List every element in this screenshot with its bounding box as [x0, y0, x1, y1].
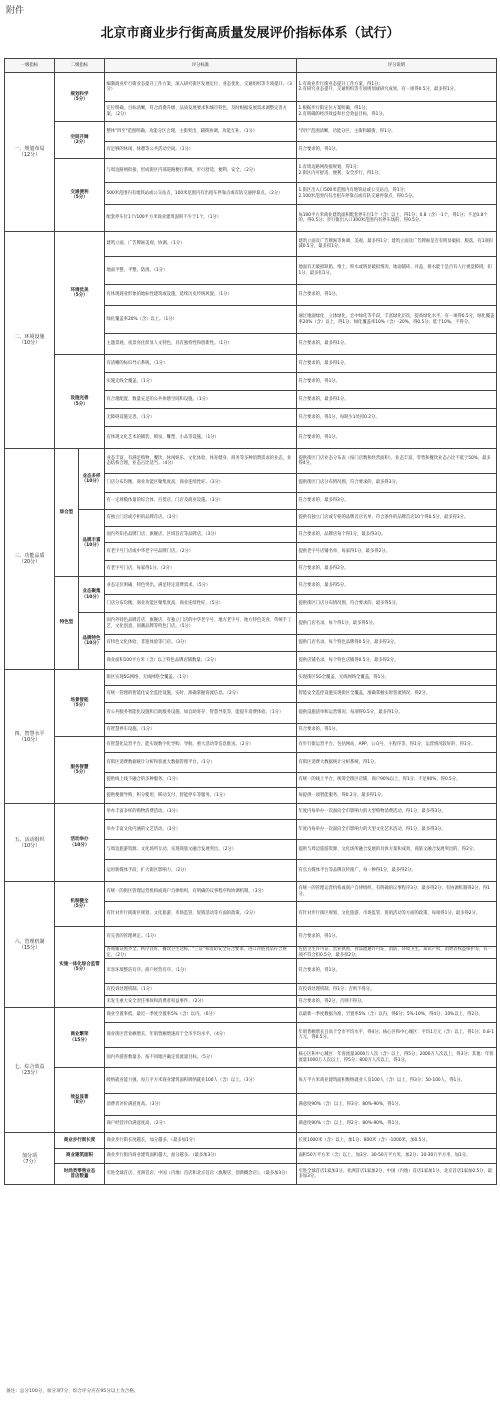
scoring-standard: 有清晰的标识导示系统。（1分）: [105, 355, 297, 373]
table-row: [5, 73, 497, 102]
scoring-standard: 有统一的街区管理运营机构或商户自律组织，有明确的议事程序和协调机制。（3分）: [105, 882, 297, 902]
scoring-explanation: 符合要求的，得1分，每缺少1处扣0.2分。: [297, 409, 497, 427]
scoring-standard: 举办丰富多样的购物消费活动。（3分）: [105, 804, 297, 820]
sub-indicator: 品牌特色 （10分）: [79, 613, 105, 670]
scoring-standard: 未发生重大安全责任事故和消费者权益事件。（2分）: [105, 996, 297, 1008]
table-row: [5, 510, 497, 527]
level2-indicator: 效益显著 （8分）: [55, 1068, 105, 1133]
level1-indicator: 二、环境设施 （10分）: [5, 232, 55, 449]
scoring-standard: 无障碍设施完善。（1分）: [105, 409, 297, 427]
scoring-explanation: 提供街区门店分布情况图，符合要求的，最多得3分。: [297, 474, 497, 493]
scoring-standard: 业态定位明确，特色突出，满足特定消费需求。（5分）: [105, 577, 297, 595]
level1-indicator: 加分项 （7分）: [5, 1133, 55, 1185]
scoring-standard: 提供便捷导购、积分使用、移动支付、智能停车等服务。（1分）: [105, 788, 297, 804]
scoring-explanation: 智能安全监控设施实现街区全覆盖，准确掌握实时客流情况，得2分。: [297, 686, 497, 703]
scoring-explanation: 提供设施清单和运营情况，每项得0.5分，最多得1分。: [297, 703, 497, 724]
table-row: [5, 1149, 497, 1164]
table-row: [5, 670, 497, 686]
annex-label: 附件: [6, 6, 25, 16]
level2-indicator: 时尚类零售业态 首店数量: [55, 1164, 105, 1185]
level2-indicator: 活动举办 （10分）: [55, 804, 105, 882]
level2-indicator: 设施完善 （5分）: [55, 355, 105, 449]
table-row: [5, 882, 497, 902]
level2-indicator: 场景智能 （5分）: [55, 670, 105, 737]
scoring-explanation: 地面有无破损缺陷、堆土、积水或明显破损情况，地面铺砖、井盖、排水能于是否有人行视觉障碍，扣1分，最多扣1分。: [297, 257, 497, 285]
scoring-explanation: 包括卫生许可证、营业执照、食品流通许可证、消防、环境卫生、知识产权、消费者权益保护等，有一项不符合扣0.5分，最多扣2分。: [297, 947, 497, 959]
scoring-standard: 有体现商业形象的地标性建筑或设施，延续历史传统风貌。（1分）: [105, 285, 297, 306]
scoring-standard: 商业面积100平方米（含）以上特色品牌店铺数量。（2分）: [105, 652, 297, 670]
table-body: [5, 73, 497, 1185]
level1-indicator: 一、规划布局 （12分）: [5, 73, 55, 232]
level2-indicator: 综合型: [55, 449, 79, 577]
scoring-explanation: 符合要求的，得2分，否则不得分。: [297, 996, 497, 1008]
scoring-standard: 吸纳就业能力强，每万平方米商业建筑面积吸纳就业100人（含）以上。（3分）: [105, 1068, 297, 1094]
scoring-standard: 国内外特色品牌首店、旗舰店，有独立门店的中华老字号、地方老字号、地方特色美食、传统手工艺、文化创意、国潮品牌等特色门店。（5分）: [105, 613, 297, 635]
scoring-standard: 商户经营评价满意度高。（2分）: [105, 1116, 297, 1133]
table-row: [5, 1164, 497, 1185]
scoring-standard: 有公共服务智能化设施和自助服务设施，如自助寄存、智慧导览等，能提升消费体验。（1分）: [105, 703, 297, 724]
scoring-explanation: 有官方媒体平台等品牌宣传推广，每一种得1分，最多得2分。: [297, 860, 497, 882]
scoring-standard: 有针对步行街街区规划、文化旅游、市场监管、促销活动等方面的政策。（2分）: [105, 902, 297, 927]
level1-indicator: 四、智慧水平 （10分）: [5, 670, 55, 804]
scoring-explanation: 每提供一项智能服务，得0.2分，最多得1分。: [297, 788, 497, 804]
scoring-standard: 有一定规模体量的综合体、百货店、门店及商业设施。（3分）: [105, 493, 297, 510]
scoring-explanation: 符合要求的，最多得2分。: [297, 561, 497, 577]
scoring-explanation: 提供街区门店分布情况图，符合要求的，最多得5分。: [297, 595, 497, 613]
scoring-explanation: 每万平方米商业建筑面积吸纳就业人员100人（含）以上，得3分；50-100人，得1分。: [297, 1068, 497, 1094]
scoring-explanation: 有统一的线上平台，统筹全街区店铺，商户90%以上，得1分；不足90%，得0.5分。: [297, 773, 497, 788]
scoring-explanation: 满意度90%（含）以上，得2分；80%-90%，得1分。: [297, 1116, 497, 1133]
level2-indicator: 交通便利 （5分）: [55, 159, 105, 232]
sub-indicator: 业态多样 （10分）: [79, 449, 105, 510]
header-standard: 评分标准: [105, 59, 297, 73]
scoring-explanation: 提供有独立门店或专柜的品牌首店名单，符合条件的品牌首店10个得0.5分，最多得3分。: [297, 510, 497, 527]
header-level1: 一级指标: [5, 59, 55, 73]
table-row: [5, 737, 497, 753]
scoring-explanation: 符合要求的，最多得1分。: [297, 391, 497, 409]
scoring-standard: 有老字号门店，每家得1分。（2分）: [105, 561, 297, 577]
scoring-standard: 市容环境整洁有序，商户经营有序。（1分）: [105, 959, 297, 984]
scoring-explanation: 每100平方米商业建筑面积配套停车位1个（含）以上，得1分；0.8（含）-1个，得1分；不足0.8个的，得0.5分；步行街出入口300米范围内有停车场的，得0.5分。: [297, 205, 497, 232]
level2-indicator: 规划科学 （5分）: [55, 73, 105, 122]
level2-indicator: 机制健全 （5分）: [55, 882, 105, 927]
scoring-explanation: 有统一的管理运营机构或商户自律组织，有明确的议事程序3分，最多得2分；有协调机制得2分，得1分。: [297, 882, 497, 902]
level2-indicator: 实施一体化综合监管 （5分）: [55, 927, 105, 1008]
scoring-standard: 商业步行街长度越长，加分越多。（最多加1分）: [105, 1133, 297, 1149]
scoring-standard: 有完善的管理规定。（1分）: [105, 927, 297, 947]
scoring-standard: 街区实现5G网络、无线网络全覆盖。（1分）: [105, 670, 297, 686]
scoring-standard: 有老字号门店或中华老字号品牌门店。（2分）: [105, 543, 297, 561]
scoring-explanation: 提供街区门店业态分布表（按门店数和经营面积），业态丰富，零售和餐饮业态占比不低于50%，最多得4分。: [297, 449, 497, 474]
scoring-explanation: 建筑立面及广告牌匾等协调、美观，最多得1分；建筑立面及广告牌匾是否有明显破损、脱落，有1项扣减0.5分，最多扣1分。: [297, 232, 497, 257]
table-row: [5, 1008, 497, 1023]
scoring-standard: 定位明确，目标清晰，符合消费升级、品质发展要求和城市特色，及时根据发展需求调整完善方案。（2分）: [105, 102, 297, 122]
scoring-standard: 国内外游客数量多，按不同地区确定客流量目标。（5分）: [105, 1048, 297, 1068]
scoring-explanation: 符合要求的，得1分。: [297, 142, 497, 159]
scoring-explanation: 1.有商业步行街业态提升工作方案，得1分； 2.有研究业态提升、交通组织等专项规划或研究成果，有一项得0.5分，最多得1分。: [297, 73, 497, 102]
scoring-standard: 有投诉处理机制。（1分）: [105, 984, 297, 996]
scoring-explanation: 1.有周边路网衔接规划，得1分； 2.街区内可舒适、便利、安全步行，得1分。: [297, 159, 497, 183]
scoring-standard: 建筑立面、广告牌匾美观、协调。（1分）: [105, 232, 297, 257]
scoring-explanation: 面积50万平方米（含）以上，加3分；30-50万平方米，加2分；10-30万平方米，加1分。: [297, 1149, 497, 1164]
scoring-standard: 有智慧化运营平台，能实现数字化导购、导航、重大活动等信息推送。（2分）: [105, 737, 297, 753]
table-row: [5, 927, 497, 947]
scoring-explanation: 符合要求的，最多得5分。: [297, 577, 497, 595]
header-level2: 二级指标: [55, 59, 105, 73]
scoring-explanation: 年销售额增长且高于全市平均水平，得4分；核心区和中心城区：平均1万元（含）以上，得1分；0.8-1万元，得0.5分。: [297, 1023, 497, 1048]
level2-indicator: 商业繁荣 （15分）: [55, 1008, 105, 1068]
scoring-standard: 有特色文化体验、非遗体验等门店。（3分）: [105, 635, 297, 652]
scoring-standard: 门店分布均衡，商业功能区聚集度高，商业连续性好。（5分）: [105, 595, 297, 613]
scoring-explanation: 1.街区出入口500米范围内有地铁站或公交站点，得1分； 2.100米范围内有出租车停靠点或有轨交通停靠点，得0.5分。: [297, 183, 497, 205]
scoring-standard: 有街区消费数据统计分析和客流大数据管理平台。（1分）: [105, 753, 297, 773]
scoring-explanation: 符合要求的，得1分。: [297, 959, 497, 984]
table-row: [5, 1068, 497, 1094]
scoring-explanation: 符合要求的，得1分。: [297, 927, 497, 947]
scoring-explanation: 提供与周边旅游资源、文化场所融合发展的具体方案和成效，商旅文融合发展突出的，得2分。: [297, 840, 497, 860]
scoring-standard: 与周边旅游资源、文化场所互动，实现商旅文融合发展突出。（2分）: [105, 840, 297, 860]
scoring-standard: 提供线上线下融合的多种服务。（1分）: [105, 773, 297, 788]
scoring-standard: 实施无线全覆盖。（1分）: [105, 373, 297, 391]
level1-indicator: 六、管理机制 （15分）: [5, 882, 55, 1008]
table-row: [5, 159, 497, 183]
level2-indicator: 空间开阔 （2分）: [55, 122, 105, 159]
table-row: [5, 232, 497, 257]
scoring-explanation: 提供店铺名录，每个特色店铺得0.5分，最多得2分。: [297, 652, 497, 670]
level2-indicator: 商业步行街长度: [55, 1133, 105, 1149]
scoring-standard: 有体现文化艺术的铺装、喷泉、雕塑、小品等设施。（1分）: [105, 427, 297, 449]
scoring-standard: 主题景观，夜景亮化彰显人文特色，具有独特性和创新性。（1分）: [105, 334, 297, 355]
scoring-explanation: 实现街区5G全覆盖、无线网络全覆盖，得1分。: [297, 670, 497, 686]
scoring-standard: 门店分布均衡，商业功能区聚集度高，商业连续性好。（3分）: [105, 474, 297, 493]
scoring-explanation: "四至"范围清晰，功能分区、主街和辅街，得1分。: [297, 122, 497, 142]
scoring-standard: 有足够的休闲、休憩等公共活动空间。（1分）: [105, 142, 297, 159]
scoring-explanation: 提供门店名录，每个得1分，最多得5分。: [297, 613, 497, 635]
evaluation-table: [4, 58, 497, 1185]
table-header-row: [5, 59, 497, 73]
scoring-explanation: 提供门店名录，每个特色品牌得0.5分，最多得3分。: [297, 635, 497, 652]
scoring-standard: 举办丰富文化内涵的文艺活动。（3分）: [105, 820, 297, 840]
scoring-standard: 消费者评价满意度高。（3分）: [105, 1094, 297, 1116]
scoring-explanation: 有投诉处理机制，得1分；否则不得分。: [297, 984, 497, 996]
scoring-standard: 地面平整、平整、防滑。（1分）: [105, 257, 297, 285]
scoring-explanation: 年度内每举办一次面向全市影响力的大型购物消费活动，得1分，最多得3分。: [297, 804, 497, 820]
table-row: [5, 1133, 497, 1149]
scoring-standard: 绿化覆盖率20%（含）以上。（1分）: [105, 306, 297, 334]
scoring-explanation: 符合要求的，最多得1分。: [297, 355, 497, 373]
scoring-explanation: 符合要求的，最多得3分。: [297, 493, 497, 510]
scoring-standard: 商业空置率低，最近一季度空置率5%（含）以内。（6分）: [105, 1008, 297, 1023]
scoring-explanation: 以最新一季度数据为准，空置率5%（含）以内，得6分；5%-10%，得4分；10%以上，得2分。: [297, 1008, 497, 1023]
scoring-standard: 商业步行街内商业建筑面积越大，加分越多。（最多加3分）: [105, 1149, 297, 1164]
scoring-standard: 各商铺证照齐全，秩序良好，餐饮卫生达标，"三证"和消防安全符合要求，进口冷链食品符合规定。（2分）: [105, 947, 297, 959]
scoring-explanation: 有针对步行街区规划、文化旅游、市场监管、促销活动等方面的政策，每项得1分，最多得2分。: [297, 902, 497, 927]
scoring-explanation: 1.根据步行街定位方案明确，得1分； 2.有明确的经济效益和社会效益目标，得1分。: [297, 102, 497, 122]
scoring-explanation: 符合要求的，品牌店每个得1分，最多得3分。: [297, 527, 497, 543]
scoring-standard: 引进全球首店、亚洲首店、中国（内地）首店和北京首店（旗舰店、创新概念店）。（最多加3分）: [105, 1164, 297, 1185]
scoring-explanation: 符合要求的，得1分。: [297, 724, 497, 737]
scoring-standard: 业态丰富，有满足购物、餐饮、休闲娱乐、文化体验、体育健身、商务等多种消费需求的业态，业态结构合理，业态占比适当。（4分）: [105, 449, 297, 474]
scoring-explanation: 长度1000米（含）以上，加1分；800米（含）-1000米，加0.5分。: [297, 1133, 497, 1149]
scoring-standard: 有统一管理的智能化安全监控设施，实时、准确掌握客流信息。（2分）: [105, 686, 297, 703]
scoring-standard: 运用新媒体手段，扩大街区影响力。（2分）: [105, 860, 297, 882]
scoring-explanation: 通过地面绿化、立体绿化、宏中绿化等手段，丰富绿化层次，提高绿化水平，有一项得0.5分，绿化覆盖率20%（含）以上，得1分；绿化覆盖率10%（含）-20%，得0.5分；低于10%，不得分。: [297, 306, 497, 334]
level1-indicator: 七、综合效益 （23分）: [5, 1008, 55, 1133]
sub-indicator: 品牌丰富 （10分）: [79, 510, 105, 577]
scoring-explanation: 符合要求的，得1分。: [297, 285, 497, 306]
scoring-explanation: 有步行街运营平台，包括网站、APP、公众号、小程序等，得1分，运营情况较好的，得1分。: [297, 737, 497, 753]
table-row: [5, 804, 497, 820]
document-title: 北京市商业步行街高质量发展评价指标体系（试行）: [100, 26, 400, 41]
scoring-standard: 500米范围内有地铁站或公交站点，100米范围内有出租车停靠点或有轨交通停靠点。（2分）: [105, 183, 297, 205]
level2-indicator: 服务智慧 （5分）: [55, 737, 105, 804]
level2-indicator: 特色型: [55, 577, 79, 670]
scoring-explanation: 符合要求的，最多得1分。: [297, 334, 497, 355]
scoring-explanation: 有街区消费大数据统计分析系统，得1分。: [297, 753, 497, 773]
sub-indicator: 业态聚集 （10分）: [79, 577, 105, 613]
scoring-standard: 整体"四至"范围明确，功能分区合理，主街突出，辅街协调，功能互补。（1分）: [105, 122, 297, 142]
level2-indicator: 环境优美 （5分）: [55, 232, 105, 355]
table-row: [5, 355, 497, 373]
scoring-standard: 有合理配置、数量充足的公共休憩空间和设施。（1分）: [105, 391, 297, 409]
header-explanation: 评分说明: [297, 59, 497, 73]
scoring-standard: 配套停车位1个/100平方米商业建筑面积不少于1个。（1分）: [105, 205, 297, 232]
scoring-explanation: 核心区和中心城区：年客流量3000万人次（含）以上，得5分；2000万人次以上，得3分；其他：年客流量1000万人次以上，得5分；800万人次以上，得3分。: [297, 1048, 497, 1068]
level1-indicator: 五、活动组织 （10分）: [5, 804, 55, 882]
scoring-standard: 与周边路网衔接，形成街区内部道路便行系统，步行舒适、便利、安全。（2分）: [105, 159, 297, 183]
scoring-standard: 有独立门店或专柜的品牌首店。（3分）: [105, 510, 297, 527]
footnote: 备注：总分100分，加分项7分，综合评分应在95分以上为合格。: [6, 1389, 139, 1394]
scoring-standard: 有智慧停车设施。（1分）: [105, 724, 297, 737]
table-row: [5, 122, 497, 142]
level1-indicator: 三、功能品质 （20分）: [5, 449, 55, 670]
scoring-explanation: 年度内每举办一次面向全市影响力的大型文化艺术活动，得1分，最多得3分。: [297, 820, 497, 840]
scoring-standard: 商业街区营业额增长，年销售额增速高于全市平均水平。（4分）: [105, 1023, 297, 1048]
table-row: [5, 449, 497, 474]
level2-indicator: 商业建筑面积: [55, 1149, 105, 1164]
scoring-explanation: 满意度90%（含）以上，得3分；80%-90%，得1分。: [297, 1094, 497, 1116]
table-row: [5, 577, 497, 595]
scoring-explanation: 符合要求的，得1分。: [297, 427, 497, 449]
scoring-standard: 国内外知名品牌门店、旗舰店、区域首店等品牌店。（3分）: [105, 527, 297, 543]
scoring-explanation: 引进全球首店1家加3分，亚洲首店1家加2分，中国（内地）首店1家加1分，北京首店1家加0.5分，最多加3分。: [297, 1164, 497, 1185]
scoring-standard: 编制商业步行街业态提升工作方案，深入研究街区发展定位、业态优化、交通组织等专项提升。（3分）: [105, 73, 297, 102]
scoring-explanation: 提供老字号店铺名单，每家得1分，最多得2分。: [297, 543, 497, 561]
scoring-explanation: 符合要求的，得1分。: [297, 373, 497, 391]
table-row: [5, 613, 497, 635]
